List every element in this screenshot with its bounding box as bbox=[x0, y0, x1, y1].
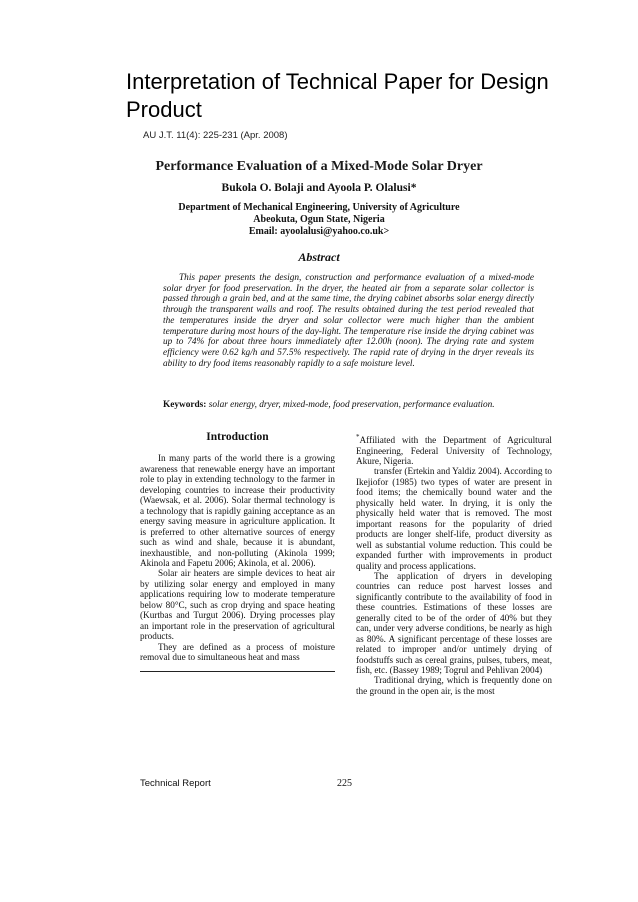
right-column bbox=[356, 432, 552, 696]
affiliation bbox=[0, 202, 638, 238]
left-column bbox=[140, 432, 335, 672]
right-paragraph-2: The application of dryers in developing countries can reduce post harvest losses and significantly contribute to the availability of food in these countries. Estimations of these losses are generally cited to be of the order of 40% but they can, under very adverse conditions, be nearly as high as 80%. A significant percentage of these losses are related to improper and/or untimely drying of foodstuffs such as cereal grains, pulses, tubers, meat, fish, etc. (Bassey 1989; Togrul and Pehlivan 2004) bbox=[356, 570, 552, 676]
paper-title: Performance Evaluation of a Mixed-Mode Solar Dryer bbox=[155, 159, 483, 174]
affiliation-email: Email: ayoolalusi@yahoo.co.uk> bbox=[248, 226, 390, 237]
footnote bbox=[356, 432, 552, 466]
footnote-divider bbox=[140, 671, 335, 672]
keywords-label: Keywords: bbox=[163, 400, 207, 410]
authors: Bukola O. Bolaji and Ayoola P. Olalusi* bbox=[221, 182, 417, 194]
slide-title: Interpretation of Technical Paper for Design Product bbox=[126, 69, 549, 122]
affiliation-location: Abeokuta, Ogun State, Nigeria bbox=[253, 214, 385, 225]
footnote-text: Affiliated with the Department of Agricultural Engineering, Federal University of Technology, Akure, Nigeria. bbox=[356, 435, 552, 466]
intro-paragraph-3: They are defined as a process of moisture removal due to simultaneous heat and mass bbox=[140, 641, 335, 663]
right-paragraph-3: Traditional drying, which is frequently done on the ground in the open air, is the most bbox=[356, 675, 552, 696]
abstract-heading: Abstract bbox=[298, 250, 340, 264]
footer-label: Technical Report bbox=[140, 778, 211, 789]
intro-paragraph-1: In many parts of the world there is a growing awareness that renewable energy have an important role to play in extending technology to the farmer in developing countries to increase their productivity (Waewsak, et al. 2006). Solar thermal technology is a technology that is rapidly gaining acceptance as an energy saving measure in agriculture application. It is preferred to other alternative sources of energy such as wind and shale, because it is abundant, inexhaustible, and non-polluting (Akinola 1999; Akinola and Fapetu 2006; Akinola, et al. 2006). bbox=[140, 453, 335, 568]
keywords bbox=[163, 400, 534, 411]
intro-paragraph-2: Solar air heaters are simple devices to heat air by utilizing solar energy and employed in many applications requiring low to moderate temperature below 80°C, such as crop drying and space heating (Kurtbas and Turgut 2006). Drying processes play an important role in the preservation of agricultural products. bbox=[140, 568, 335, 642]
introduction-heading: Introduction bbox=[206, 431, 269, 443]
affiliation-department: Department of Mechanical Engineering, University of Agriculture bbox=[178, 202, 460, 213]
right-paragraph-1: transfer (Ertekin and Yaldiz 2004). According to Ikejiofor (1985) two types of water are present in food items; the chemically bound water and the physically held water. In drying, it is only the physically held water that is removed. The most important reasons for the popularity of dried products are longer shelf-life, product diversity as well as substantial volume reduction. This could be expanded further with improvements in product quality and process applications. bbox=[356, 466, 552, 571]
abstract-body: This paper presents the design, construction and performance evaluation of a mixed-mode solar dryer for food preservation. In the dryer, the heated air from a separate solar collector is passed through a grain bed, and at the same time, the drying cabinet absorbs solar energy directly through the transparent walls and roof. The results obtained during the test period revealed that the temperatures inside the dryer and solar collector were much higher than the ambient temperature during most hours of the day-light. The temperature rise inside the drying cabinet was up to 74% for about three hours immediately after 12.00h (noon). The drying rate and system efficiency were 0.62 kg/h and 57.5% respectively. The rapid rate of drying in the dryer reveals its ability to dry food items reasonably rapidly to a safe moisture level. bbox=[163, 273, 534, 369]
footnote-mark: * bbox=[356, 433, 360, 441]
keywords-list: solar energy, dryer, mixed-mode, food preservation, performance evaluation. bbox=[208, 400, 495, 410]
page-number: 225 bbox=[337, 778, 352, 789]
journal-reference: AU J.T. 11(4): 225-231 (Apr. 2008) bbox=[143, 130, 288, 141]
